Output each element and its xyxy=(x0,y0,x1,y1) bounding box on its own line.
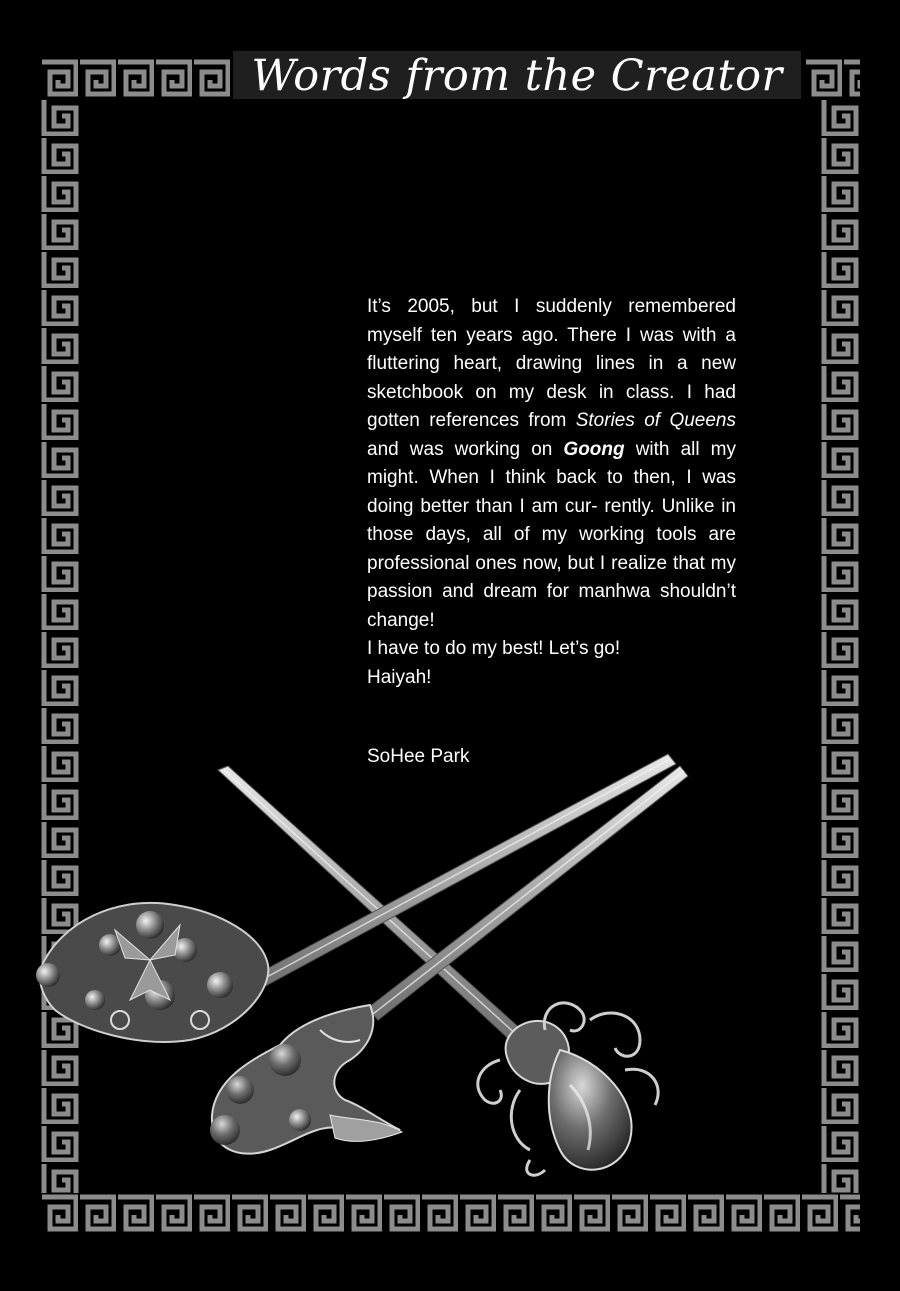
hairpin-stick-1 xyxy=(218,766,524,1042)
book-title: Stories of Queens xyxy=(575,410,736,431)
hairpin-stick-2 xyxy=(250,754,676,990)
series-title: Goong xyxy=(563,438,625,460)
hairpin-dragon-ornament xyxy=(210,1005,402,1154)
message-text-1: It’s 2005, but I suddenly remembered myself ten years ago. There I was with a fluttering heart, drawing lines in a new sketchbook on my desk in class. I had gotten references from xyxy=(367,296,736,431)
message-line-4: I have to do my best! Let’s go! xyxy=(367,638,621,659)
signature: SoHee Park xyxy=(367,746,470,767)
message-text-2: and was working on xyxy=(367,438,564,460)
message-line-5: Haiyah! xyxy=(367,666,432,688)
message-text-3: with all my might. When I think back to then, I was doing better than I am cur- rently. Unlike in those days, all of my working tools are professional ones now, but I realize that my passion and dream for manhwa shouldn’t change! xyxy=(367,438,736,631)
hairpin-flower-ornament xyxy=(36,903,268,1042)
page-title: Words from the Creator xyxy=(251,51,783,101)
